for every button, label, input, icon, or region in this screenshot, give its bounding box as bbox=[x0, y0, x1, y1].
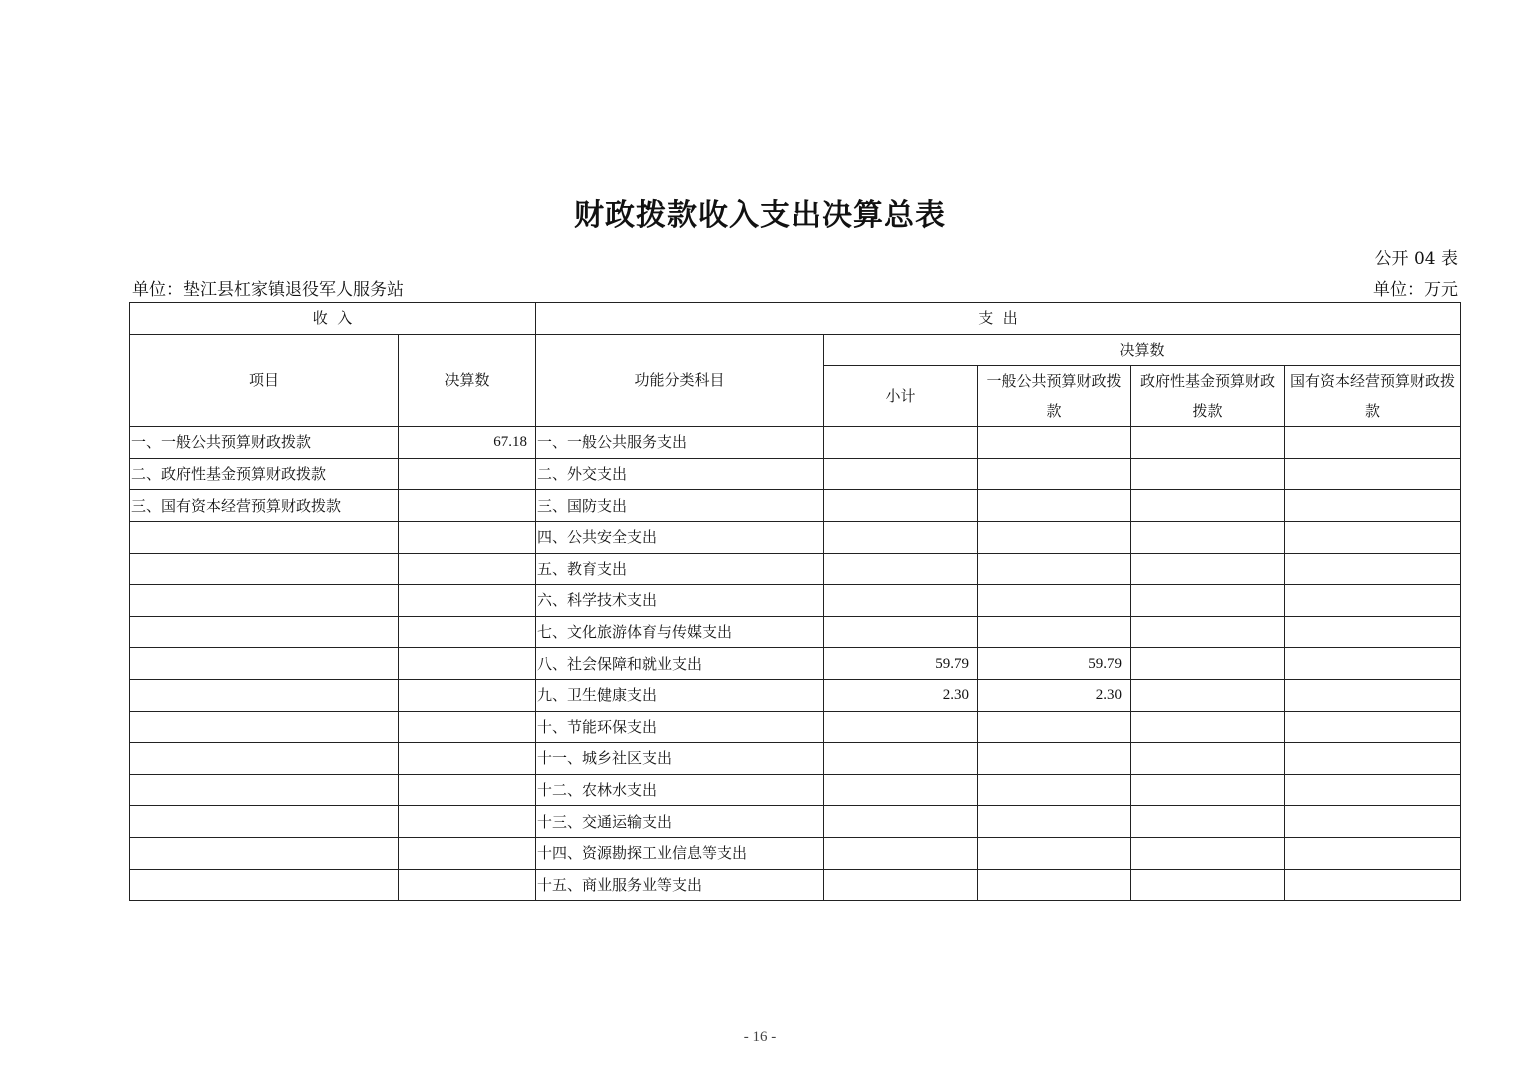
unit-organization: 单位：垫江县杠家镇退役军人服务站 bbox=[132, 280, 404, 300]
income-item-cell bbox=[130, 585, 399, 617]
general-budget-cell: 2.30 bbox=[978, 679, 1131, 711]
general-budget-cell bbox=[978, 616, 1131, 648]
col-header-amount: 决算数 bbox=[399, 334, 536, 427]
gov-fund-cell bbox=[1131, 679, 1285, 711]
general-budget-cell bbox=[978, 553, 1131, 585]
table-row bbox=[130, 616, 1461, 648]
state-capital-cell bbox=[1285, 427, 1461, 459]
general-budget-cell bbox=[978, 743, 1131, 775]
state-capital-cell bbox=[1285, 743, 1461, 775]
table-row bbox=[130, 774, 1461, 806]
income-item-cell bbox=[130, 521, 399, 553]
page-number: - 16 - bbox=[743, 1029, 777, 1045]
income-amount-cell bbox=[399, 806, 536, 838]
table-row bbox=[130, 837, 1461, 869]
table-row bbox=[130, 490, 1461, 522]
table-row bbox=[130, 869, 1461, 901]
subtotal-cell bbox=[824, 774, 978, 806]
function-category-cell: 五、教育支出 bbox=[536, 553, 824, 585]
gov-fund-cell bbox=[1131, 553, 1285, 585]
function-category-cell: 十、节能环保支出 bbox=[536, 711, 824, 743]
table-row bbox=[130, 743, 1461, 775]
gov-fund-cell bbox=[1131, 774, 1285, 806]
function-category-cell: 三、国防支出 bbox=[536, 490, 824, 522]
subtotal-cell: 2.30 bbox=[824, 679, 978, 711]
income-amount-cell bbox=[399, 837, 536, 869]
function-category-cell: 二、外交支出 bbox=[536, 458, 824, 490]
income-item-cell bbox=[130, 679, 399, 711]
table-row bbox=[130, 585, 1461, 617]
income-amount-cell bbox=[399, 458, 536, 490]
gov-fund-cell bbox=[1131, 490, 1285, 522]
function-category-cell: 十三、交通运输支出 bbox=[536, 806, 824, 838]
subtotal-cell bbox=[824, 616, 978, 648]
gov-fund-cell bbox=[1131, 837, 1285, 869]
income-item-cell: 三、国有资本经营预算财政拨款 bbox=[130, 490, 399, 522]
subtotal-cell bbox=[824, 869, 978, 901]
table-row bbox=[130, 806, 1461, 838]
general-budget-cell bbox=[978, 490, 1131, 522]
function-category-cell: 九、卫生健康支出 bbox=[536, 679, 824, 711]
form-number: 公开 04 表 bbox=[1374, 249, 1458, 269]
state-capital-cell bbox=[1285, 585, 1461, 617]
table-row bbox=[130, 521, 1461, 553]
subtotal-cell bbox=[824, 490, 978, 522]
subtotal-cell bbox=[824, 837, 978, 869]
income-amount-cell bbox=[399, 869, 536, 901]
function-category-cell: 六、科学技术支出 bbox=[536, 585, 824, 617]
table-row bbox=[130, 711, 1461, 743]
income-item-cell bbox=[130, 806, 399, 838]
gov-fund-cell bbox=[1131, 616, 1285, 648]
gov-fund-cell bbox=[1131, 806, 1285, 838]
state-capital-cell bbox=[1285, 521, 1461, 553]
subtotal-cell bbox=[824, 427, 978, 459]
page-title: 财政拨款收入支出决算总表 bbox=[574, 198, 946, 233]
col-header-function: 功能分类科目 bbox=[536, 334, 824, 427]
expense-header: 支 出 bbox=[536, 303, 1461, 335]
state-capital-cell bbox=[1285, 648, 1461, 680]
income-item-cell bbox=[130, 616, 399, 648]
unit-currency: 单位：万元 bbox=[1373, 280, 1458, 300]
col-header-fund: 政府性基金预算财政拨款 bbox=[1131, 366, 1285, 427]
gov-fund-cell bbox=[1131, 521, 1285, 553]
gov-fund-cell bbox=[1131, 585, 1285, 617]
income-item-cell bbox=[130, 743, 399, 775]
function-category-cell: 十四、资源勘探工业信息等支出 bbox=[536, 837, 824, 869]
col-header-final-group: 决算数 bbox=[824, 334, 1461, 366]
general-budget-cell bbox=[978, 427, 1131, 459]
state-capital-cell bbox=[1285, 806, 1461, 838]
function-category-cell: 一、一般公共服务支出 bbox=[536, 427, 824, 459]
state-capital-cell bbox=[1285, 679, 1461, 711]
subtotal-cell bbox=[824, 553, 978, 585]
income-amount-cell bbox=[399, 711, 536, 743]
general-budget-cell bbox=[978, 806, 1131, 838]
general-budget-cell: 59.79 bbox=[978, 648, 1131, 680]
table-row bbox=[130, 458, 1461, 490]
col-header-item: 项目 bbox=[130, 334, 399, 427]
subtotal-cell bbox=[824, 521, 978, 553]
function-category-cell: 八、社会保障和就业支出 bbox=[536, 648, 824, 680]
general-budget-cell bbox=[978, 521, 1131, 553]
income-amount-cell bbox=[399, 743, 536, 775]
income-amount-cell: 67.18 bbox=[399, 427, 536, 459]
state-capital-cell bbox=[1285, 616, 1461, 648]
subtotal-cell bbox=[824, 806, 978, 838]
income-item-cell bbox=[130, 711, 399, 743]
income-item-cell bbox=[130, 774, 399, 806]
gov-fund-cell bbox=[1131, 427, 1285, 459]
income-amount-cell bbox=[399, 774, 536, 806]
state-capital-cell bbox=[1285, 711, 1461, 743]
income-amount-cell bbox=[399, 521, 536, 553]
gov-fund-cell bbox=[1131, 869, 1285, 901]
income-item-cell bbox=[130, 869, 399, 901]
gov-fund-cell bbox=[1131, 458, 1285, 490]
income-header: 收 入 bbox=[130, 303, 536, 335]
gov-fund-cell bbox=[1131, 648, 1285, 680]
function-category-cell: 十一、城乡社区支出 bbox=[536, 743, 824, 775]
income-item-cell bbox=[130, 837, 399, 869]
subtotal-cell bbox=[824, 711, 978, 743]
general-budget-cell bbox=[978, 711, 1131, 743]
table-header bbox=[130, 303, 1461, 427]
state-capital-cell bbox=[1285, 869, 1461, 901]
income-item-cell bbox=[130, 553, 399, 585]
subtotal-cell bbox=[824, 458, 978, 490]
function-category-cell: 四、公共安全支出 bbox=[536, 521, 824, 553]
general-budget-cell bbox=[978, 774, 1131, 806]
function-category-cell: 十二、农林水支出 bbox=[536, 774, 824, 806]
subtotal-cell: 59.79 bbox=[824, 648, 978, 680]
general-budget-cell bbox=[978, 585, 1131, 617]
table-row bbox=[130, 679, 1461, 711]
general-budget-cell bbox=[978, 869, 1131, 901]
table-row bbox=[130, 553, 1461, 585]
table-row bbox=[130, 427, 1461, 459]
col-header-state-capital: 国有资本经营预算财政拨款 bbox=[1285, 366, 1461, 427]
state-capital-cell bbox=[1285, 553, 1461, 585]
income-item-cell bbox=[130, 648, 399, 680]
income-amount-cell bbox=[399, 616, 536, 648]
income-item-cell: 二、政府性基金预算财政拨款 bbox=[130, 458, 399, 490]
col-header-general: 一般公共预算财政拨款 bbox=[978, 366, 1131, 427]
budget-table bbox=[129, 302, 1461, 901]
gov-fund-cell bbox=[1131, 743, 1285, 775]
function-category-cell: 七、文化旅游体育与传媒支出 bbox=[536, 616, 824, 648]
income-amount-cell bbox=[399, 553, 536, 585]
state-capital-cell bbox=[1285, 837, 1461, 869]
income-amount-cell bbox=[399, 648, 536, 680]
table-body bbox=[130, 427, 1461, 901]
col-header-subtotal: 小计 bbox=[824, 366, 978, 427]
state-capital-cell bbox=[1285, 774, 1461, 806]
income-amount-cell bbox=[399, 490, 536, 522]
function-category-cell: 十五、商业服务业等支出 bbox=[536, 869, 824, 901]
state-capital-cell bbox=[1285, 490, 1461, 522]
income-amount-cell bbox=[399, 585, 536, 617]
table-row bbox=[130, 648, 1461, 680]
subtotal-cell bbox=[824, 585, 978, 617]
state-capital-cell bbox=[1285, 458, 1461, 490]
general-budget-cell bbox=[978, 458, 1131, 490]
income-amount-cell bbox=[399, 679, 536, 711]
general-budget-cell bbox=[978, 837, 1131, 869]
subtotal-cell bbox=[824, 743, 978, 775]
income-item-cell: 一、一般公共预算财政拨款 bbox=[130, 427, 399, 459]
gov-fund-cell bbox=[1131, 711, 1285, 743]
